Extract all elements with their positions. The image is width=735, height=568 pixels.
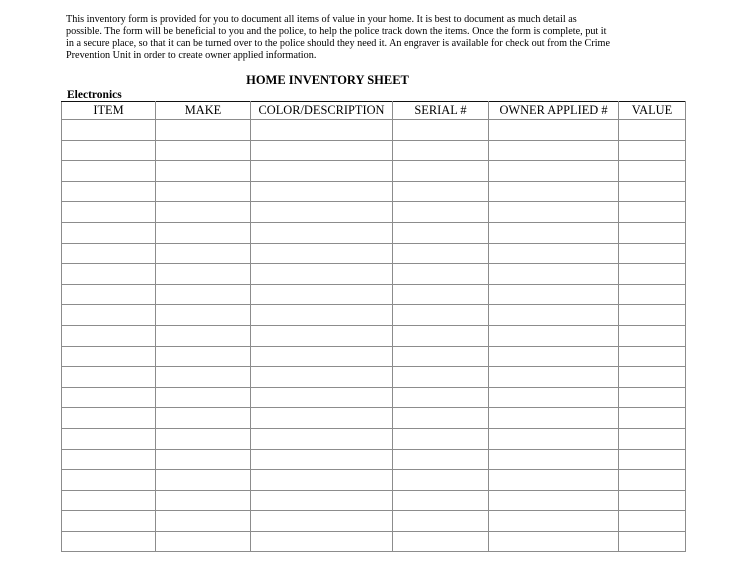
serial-cell[interactable] <box>393 264 489 285</box>
table-row <box>62 531 686 552</box>
table-row <box>62 222 686 243</box>
table-row <box>62 387 686 408</box>
table-row <box>62 181 686 202</box>
item-cell[interactable] <box>62 325 156 346</box>
color-description-cell[interactable] <box>251 264 393 285</box>
owner-applied-cell[interactable] <box>489 346 619 367</box>
item-cell[interactable] <box>62 264 156 285</box>
owner-applied-cell[interactable] <box>489 305 619 326</box>
serial-cell[interactable] <box>393 243 489 264</box>
color-description-cell[interactable] <box>251 243 393 264</box>
column-header-serial: SERIAL # <box>393 102 489 120</box>
table-row <box>62 305 686 326</box>
make-cell[interactable] <box>156 346 251 367</box>
color-description-cell[interactable] <box>251 325 393 346</box>
intro-line-4: Prevention Unit in order to create owner applied information. <box>66 49 317 61</box>
owner-applied-cell[interactable] <box>489 470 619 491</box>
table-row <box>62 284 686 305</box>
serial-cell[interactable] <box>393 408 489 429</box>
item-cell[interactable] <box>62 222 156 243</box>
owner-applied-cell[interactable] <box>489 120 619 141</box>
color-description-cell[interactable] <box>251 367 393 388</box>
color-description-cell[interactable] <box>251 181 393 202</box>
serial-cell[interactable] <box>393 531 489 552</box>
value-cell[interactable] <box>619 222 686 243</box>
color-description-cell[interactable] <box>251 490 393 511</box>
serial-cell[interactable] <box>393 325 489 346</box>
intro-paragraph <box>66 14 676 62</box>
color-description-cell[interactable] <box>251 222 393 243</box>
item-cell[interactable] <box>62 367 156 388</box>
serial-cell[interactable] <box>393 202 489 223</box>
color-description-cell[interactable] <box>251 511 393 532</box>
value-cell[interactable] <box>619 202 686 223</box>
item-cell[interactable] <box>62 140 156 161</box>
owner-applied-cell[interactable] <box>489 264 619 285</box>
value-cell[interactable] <box>619 490 686 511</box>
value-cell[interactable] <box>619 531 686 552</box>
owner-applied-cell[interactable] <box>489 140 619 161</box>
owner-applied-cell[interactable] <box>489 325 619 346</box>
make-cell[interactable] <box>156 243 251 264</box>
make-cell[interactable] <box>156 428 251 449</box>
item-cell[interactable] <box>62 346 156 367</box>
color-description-cell[interactable] <box>251 408 393 429</box>
owner-applied-cell[interactable] <box>489 428 619 449</box>
item-cell[interactable] <box>62 449 156 470</box>
value-cell[interactable] <box>619 449 686 470</box>
serial-cell[interactable] <box>393 140 489 161</box>
table-row <box>62 202 686 223</box>
serial-cell[interactable] <box>393 428 489 449</box>
value-cell[interactable] <box>619 140 686 161</box>
item-cell[interactable] <box>62 161 156 182</box>
make-cell[interactable] <box>156 449 251 470</box>
item-cell[interactable] <box>62 470 156 491</box>
item-cell[interactable] <box>62 202 156 223</box>
value-cell[interactable] <box>619 243 686 264</box>
table-row <box>62 264 686 285</box>
owner-applied-cell[interactable] <box>489 387 619 408</box>
make-cell[interactable] <box>156 284 251 305</box>
color-description-cell[interactable] <box>251 161 393 182</box>
table-row <box>62 449 686 470</box>
serial-cell[interactable] <box>393 284 489 305</box>
make-cell[interactable] <box>156 531 251 552</box>
value-cell[interactable] <box>619 470 686 491</box>
table-header-row <box>62 102 686 120</box>
value-cell[interactable] <box>619 367 686 388</box>
value-cell[interactable] <box>619 511 686 532</box>
item-cell[interactable] <box>62 428 156 449</box>
color-description-cell[interactable] <box>251 202 393 223</box>
owner-applied-cell[interactable] <box>489 181 619 202</box>
item-cell[interactable] <box>62 387 156 408</box>
make-cell[interactable] <box>156 202 251 223</box>
owner-applied-cell[interactable] <box>489 284 619 305</box>
color-description-cell[interactable] <box>251 140 393 161</box>
serial-cell[interactable] <box>393 387 489 408</box>
table-row <box>62 511 686 532</box>
column-header-item: ITEM <box>62 102 156 120</box>
make-cell[interactable] <box>156 140 251 161</box>
serial-cell[interactable] <box>393 181 489 202</box>
item-cell[interactable] <box>62 305 156 326</box>
make-cell[interactable] <box>156 120 251 141</box>
make-cell[interactable] <box>156 181 251 202</box>
value-cell[interactable] <box>619 284 686 305</box>
value-cell[interactable] <box>619 325 686 346</box>
serial-cell[interactable] <box>393 222 489 243</box>
color-description-cell[interactable] <box>251 387 393 408</box>
intro-line-1: This inventory form is provided for you to document all items of value in your home. It is best to document as much detail as <box>66 14 577 25</box>
owner-applied-cell[interactable] <box>489 449 619 470</box>
make-cell[interactable] <box>156 511 251 532</box>
table-row <box>62 161 686 182</box>
item-cell[interactable] <box>62 511 156 532</box>
color-description-cell[interactable] <box>251 449 393 470</box>
color-description-cell[interactable] <box>251 470 393 491</box>
make-cell[interactable] <box>156 325 251 346</box>
column-header-value: VALUE <box>619 102 686 120</box>
page-title: HOME INVENTORY SHEET <box>246 73 409 87</box>
color-description-cell[interactable] <box>251 346 393 367</box>
value-cell[interactable] <box>619 181 686 202</box>
table-row <box>62 367 686 388</box>
make-cell[interactable] <box>156 367 251 388</box>
serial-cell[interactable] <box>393 161 489 182</box>
item-cell[interactable] <box>62 531 156 552</box>
intro-line-3: in a secure place, so that it can be turned over to the police should they need it. An engraver is available for check out from the Crime <box>66 37 610 49</box>
serial-cell[interactable] <box>393 490 489 511</box>
item-cell[interactable] <box>62 284 156 305</box>
inventory-table-body <box>62 120 686 552</box>
table-row <box>62 346 686 367</box>
make-cell[interactable] <box>156 305 251 326</box>
value-cell[interactable] <box>619 408 686 429</box>
table-row <box>62 140 686 161</box>
owner-applied-cell[interactable] <box>489 202 619 223</box>
table-row <box>62 325 686 346</box>
owner-applied-cell[interactable] <box>489 367 619 388</box>
serial-cell[interactable] <box>393 120 489 141</box>
column-header-make: MAKE <box>156 102 251 120</box>
table-row <box>62 243 686 264</box>
serial-cell[interactable] <box>393 470 489 491</box>
table-row <box>62 408 686 429</box>
column-header-color-description: COLOR/DESCRIPTION <box>251 102 393 120</box>
make-cell[interactable] <box>156 490 251 511</box>
value-cell[interactable] <box>619 346 686 367</box>
make-cell[interactable] <box>156 387 251 408</box>
make-cell[interactable] <box>156 264 251 285</box>
serial-cell[interactable] <box>393 305 489 326</box>
make-cell[interactable] <box>156 408 251 429</box>
item-cell[interactable] <box>62 408 156 429</box>
owner-applied-cell[interactable] <box>489 511 619 532</box>
owner-applied-cell[interactable] <box>489 243 619 264</box>
serial-cell[interactable] <box>393 511 489 532</box>
item-cell[interactable] <box>62 490 156 511</box>
intro-line-2: possible. The form will be beneficial to you and the police, to help the police track down the items. Once the form is complete, put it <box>66 25 607 37</box>
item-cell[interactable] <box>62 120 156 141</box>
serial-cell[interactable] <box>393 449 489 470</box>
value-cell[interactable] <box>619 428 686 449</box>
table-row <box>62 120 686 141</box>
owner-applied-cell[interactable] <box>489 222 619 243</box>
table-row <box>62 490 686 511</box>
value-cell[interactable] <box>619 120 686 141</box>
serial-cell[interactable] <box>393 346 489 367</box>
color-description-cell[interactable] <box>251 284 393 305</box>
owner-applied-cell[interactable] <box>489 490 619 511</box>
make-cell[interactable] <box>156 161 251 182</box>
color-description-cell[interactable] <box>251 531 393 552</box>
table-row <box>62 428 686 449</box>
inventory-table <box>61 101 686 552</box>
value-cell[interactable] <box>619 161 686 182</box>
color-description-cell[interactable] <box>251 120 393 141</box>
value-cell[interactable] <box>619 305 686 326</box>
item-cell[interactable] <box>62 243 156 264</box>
color-description-cell[interactable] <box>251 305 393 326</box>
item-cell[interactable] <box>62 181 156 202</box>
serial-cell[interactable] <box>393 367 489 388</box>
section-label-electronics: Electronics <box>67 89 122 101</box>
value-cell[interactable] <box>619 264 686 285</box>
owner-applied-cell[interactable] <box>489 531 619 552</box>
make-cell[interactable] <box>156 470 251 491</box>
make-cell[interactable] <box>156 222 251 243</box>
table-row <box>62 470 686 491</box>
color-description-cell[interactable] <box>251 428 393 449</box>
owner-applied-cell[interactable] <box>489 408 619 429</box>
owner-applied-cell[interactable] <box>489 161 619 182</box>
value-cell[interactable] <box>619 387 686 408</box>
column-header-owner-applied: OWNER APPLIED # <box>489 102 619 120</box>
